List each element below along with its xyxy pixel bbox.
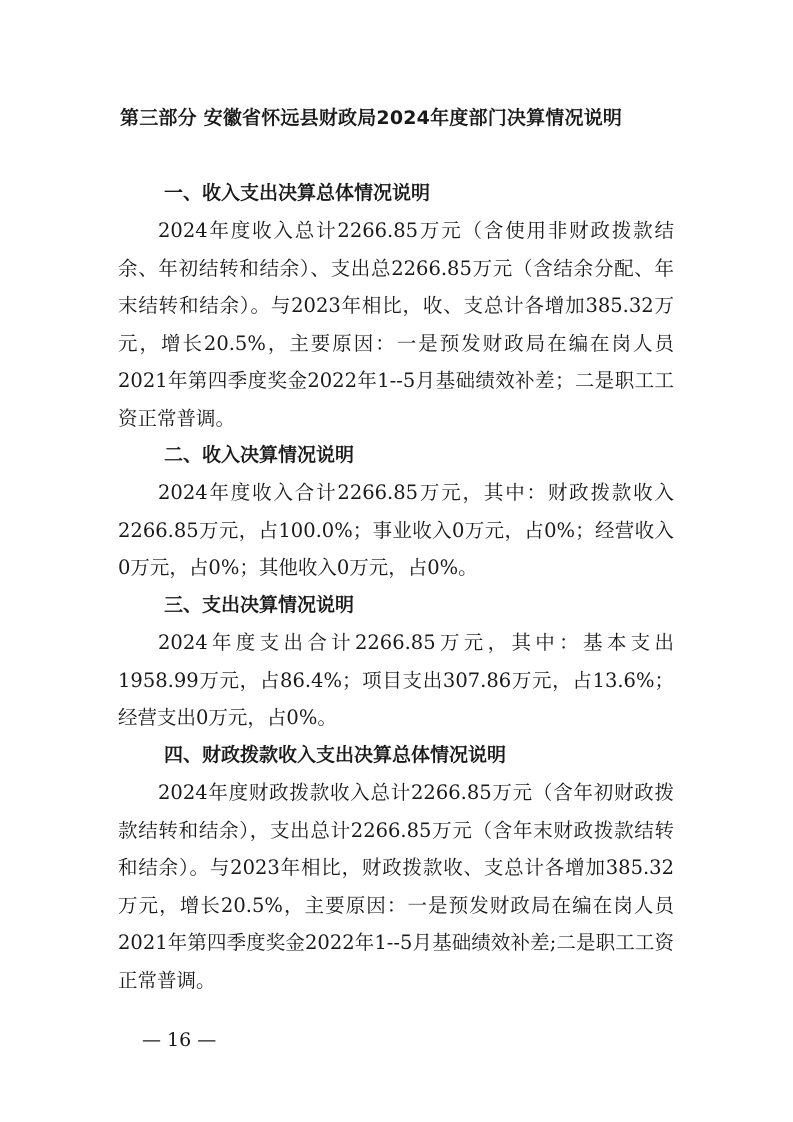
section-heading-3: 三、支出决算情况说明 [164, 594, 355, 616]
section-heading-2: 二、收入决算情况说明 [164, 444, 355, 466]
section-paragraph-2: 2024年度收入合计2266.85万元，其中：财政拨款收入2266.85万元，占100.0%；事业收入0万元，占0%；经营收入0万元，占0%；其他收入0万元，占0%。 [118, 481, 674, 580]
section-paragraph-4: 2024年度财政拨款收入总计2266.85万元（含年初财政拨款结转和结余），支出总计2266.85万元（含年末财政拨款结转和结余）。与2023年相比，财政拨款收、支总计各增加385.32万元，增长20.5%，主要原因：一是预发财政局在编在岗人员2021年第四季度奖金2022年1--5月基础绩效补差;二是职工工资正常普调。 [118, 781, 674, 992]
section-paragraph-1: 2024年度收入总计2266.85万元（含使用非财政拨款结余、年初结转和结余）、支出总2266.85万元（含结余分配、年末结转和结余）。与2023年相比，收、支总计各增加385.32万元，增长20.5%，主要原因：一是预发财政局在编在岗人员2021年第四季度奖金2022年1--5月基础绩效补差；二是职工工资正常普调。 [118, 219, 674, 430]
section-paragraph-3: 2024年度支出合计2266.85万元，其中：基本支出1958.99万元，占86.4%；项目支出307.86万元，占13.6%；经营支出0万元，占0%。 [118, 631, 674, 730]
page-number: — 16 — [142, 1029, 217, 1051]
section-heading-1: 一、收入支出决算总体情况说明 [164, 182, 431, 204]
section-heading-4: 四、财政拨款收入支出决算总体情况说明 [164, 744, 507, 766]
document-title: 第三部分 安徽省怀远县财政局2024年度部门决算情况说明 [120, 107, 623, 129]
